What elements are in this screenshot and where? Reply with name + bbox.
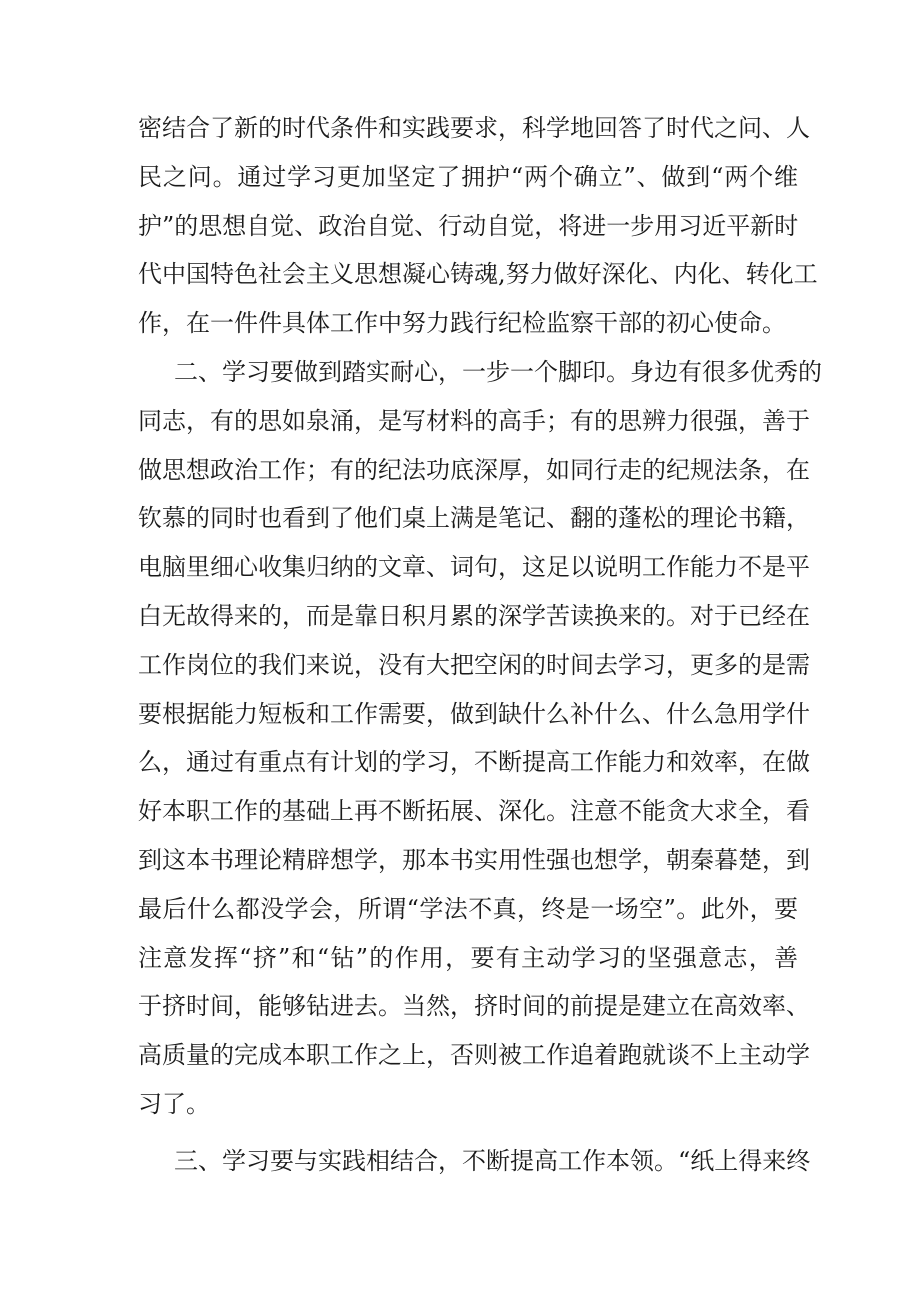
paragraph-3 bbox=[138, 1137, 811, 1186]
text-line: 于挤时间，能够钻进去。当然，挤时间的前提是建立在高效率、 bbox=[138, 992, 810, 1021]
body-text bbox=[138, 104, 822, 1186]
paragraph-1 bbox=[138, 104, 818, 348]
paragraph-spacer bbox=[138, 1129, 798, 1137]
text-line: 工作岗位的我们来说，没有大把空闲的时间去学习，更多的是需 bbox=[138, 650, 810, 679]
text-line: 密结合了新的时代条件和实践要求，科学地回答了时代之问、人 bbox=[138, 114, 810, 142]
text-line: 到这本书理论精辟想学，那本书实用性强也想学，朝秦暮楚，到 bbox=[138, 845, 810, 874]
text-line: 高质量的完成本职工作之上，否则被工作追着跑就谈不上主动学 bbox=[138, 1041, 810, 1070]
text-line: 作，在一件件具体工作中努力践行纪检监察干部的初心使命。 bbox=[138, 309, 786, 338]
text-line: 钦慕的同时也看到了他们桌上满是笔记、翻的蓬松的理论书籍， bbox=[138, 504, 810, 533]
text-line: 习了。 bbox=[138, 1089, 210, 1118]
text-line: 代中国特色社会主义思想凝心铸魂,努力做好深化、内化、转化工 bbox=[138, 260, 818, 289]
text-line: 要根据能力短板和工作需要，做到缺什么补什么、什么急用学什 bbox=[138, 699, 810, 728]
paragraph-2 bbox=[138, 348, 822, 1129]
text-line: 电脑里细心收集归纳的文章、词句，这足以说明工作能力不是平 bbox=[138, 553, 810, 582]
text-line: 么，通过有重点有计划的学习，不断提高工作能力和效率，在做 bbox=[138, 748, 810, 777]
text-line: 注意发挥“挤”和“钻”的作用，要有主动学习的坚强意志，善 bbox=[138, 943, 798, 972]
text-line: 同志，有的思如泉涌，是写材料的高手；有的思辨力很强，善于 bbox=[138, 406, 810, 435]
text-line: 做思想政治工作；有的纪法功底深厚，如同行走的纪规法条，在 bbox=[138, 455, 810, 484]
text-line: 二、学习要做到踏实耐心，一步一个脚印。身边有很多优秀的 bbox=[174, 357, 822, 386]
text-line: 最后什么都没学会，所谓“学法不真，终是一场空”。此外，要 bbox=[138, 894, 798, 923]
text-line: 三、学习要与实践相结合，不断提高工作本领。“纸上得来终 bbox=[174, 1146, 811, 1175]
text-line: 好本职工作的基础上再不断拓展、深化。注意不能贪大求全，看 bbox=[138, 797, 810, 826]
text-line: 白无故得来的，而是靠日积月累的深学苦读换来的。对于已经在 bbox=[138, 601, 810, 630]
text-line: 护”的思想自觉、政治自觉、行动自觉，将进一步用习近平新时 bbox=[138, 211, 799, 240]
text-line: 民之问。通过学习更加坚定了拥护“两个确立”、做到“两个维 bbox=[138, 162, 798, 191]
